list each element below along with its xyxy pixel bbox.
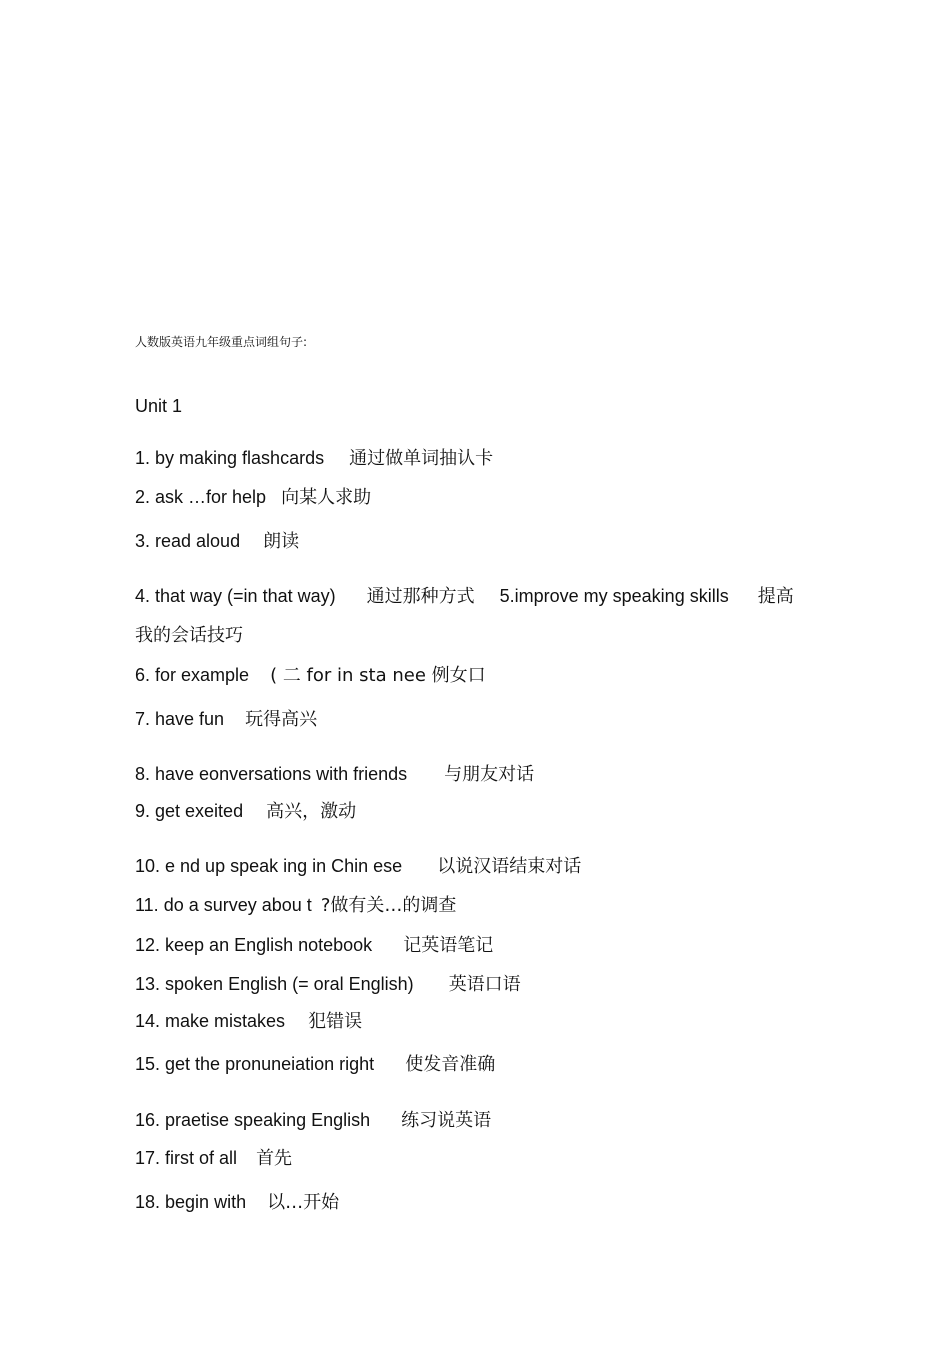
phrase-english: 14. make mistakes [135,1011,286,1031]
phrase-english: 4. that way (=in that way) [135,586,336,606]
phrase-english: 3. read aloud [135,531,241,551]
phrase-chinese: ?做有关…的调查 [320,895,457,916]
phrase-english: 15. get the pronuneiation right [135,1054,375,1074]
phrase-english: 16. praetise speaking English [135,1110,371,1130]
list-item [135,1053,495,1076]
phrase-chinese: 通过做单词抽认卡 [349,448,494,469]
phrase-english: 9. get exeited [135,801,244,821]
unit-heading: Unit 1 [135,396,183,416]
phrase-chinese: 使发音准确 [405,1054,496,1075]
phrase-chinese: 与朋友对话 [444,764,535,785]
list-item [135,664,486,687]
phrase-english: 17. first of all [135,1148,238,1168]
phrase-english: 2. ask …for help [135,487,267,507]
phrase-english: 11. do a survey abou t [135,895,312,915]
phrase-chinese: ( 二 for in sta nee 例女口 [270,665,486,686]
phrase-english: 13. spoken English (= oral English) [135,974,414,994]
list-item [135,1191,339,1214]
phrase-english: 10. e nd up speak ing in Chin ese [135,856,403,876]
phrase-chinese: 通过那种方式 [366,586,475,607]
list-item [135,973,521,996]
list-item [135,1010,362,1033]
list-item [135,1109,491,1132]
phrase-chinese: 朗读 [263,531,300,552]
phrase-chinese: 向某人求助 [281,487,372,508]
phrase-chinese: 以…开始 [267,1192,340,1213]
phrase-chinese: 犯错误 [308,1011,363,1032]
list-item [135,708,317,731]
document-title: 人数版英语九年级重点词组句子: [135,335,308,349]
phrase-english: 1. by making flashcards [135,448,325,468]
list-item [135,855,581,878]
phrase-english: 12. keep an English notebook [135,935,373,955]
phrase-chinese: 提高 [757,586,794,607]
phrase-chinese: 练习说英语 [401,1110,492,1131]
list-item [135,934,493,957]
phrase-chinese: 首先 [256,1148,293,1169]
list-item [135,800,356,823]
phrase-english: 18. begin with [135,1192,247,1212]
list-item [135,624,243,647]
phrase-chinese: 我的会话技巧 [135,625,243,646]
phrase-chinese: 记英语笔记 [403,935,494,956]
phrase-chinese: 玩得高兴 [245,709,318,730]
phrase-english: 6. for example [135,665,250,685]
phrase-english: 5.improve my speaking skills [499,586,729,606]
phrase-chinese: 以说汉语结束对话 [437,856,582,877]
list-item [135,763,534,786]
list-item [135,894,456,917]
phrase-english: 8. have eonversations with friends [135,764,408,784]
list-item [135,1147,292,1170]
phrase-english: 7. have fun [135,709,225,729]
list-item [135,585,794,608]
list-item [135,447,493,470]
list-item [135,530,299,553]
phrase-chinese: 英语口语 [448,974,521,995]
phrase-chinese: 高兴，激动 [266,801,357,822]
list-item [135,486,371,509]
